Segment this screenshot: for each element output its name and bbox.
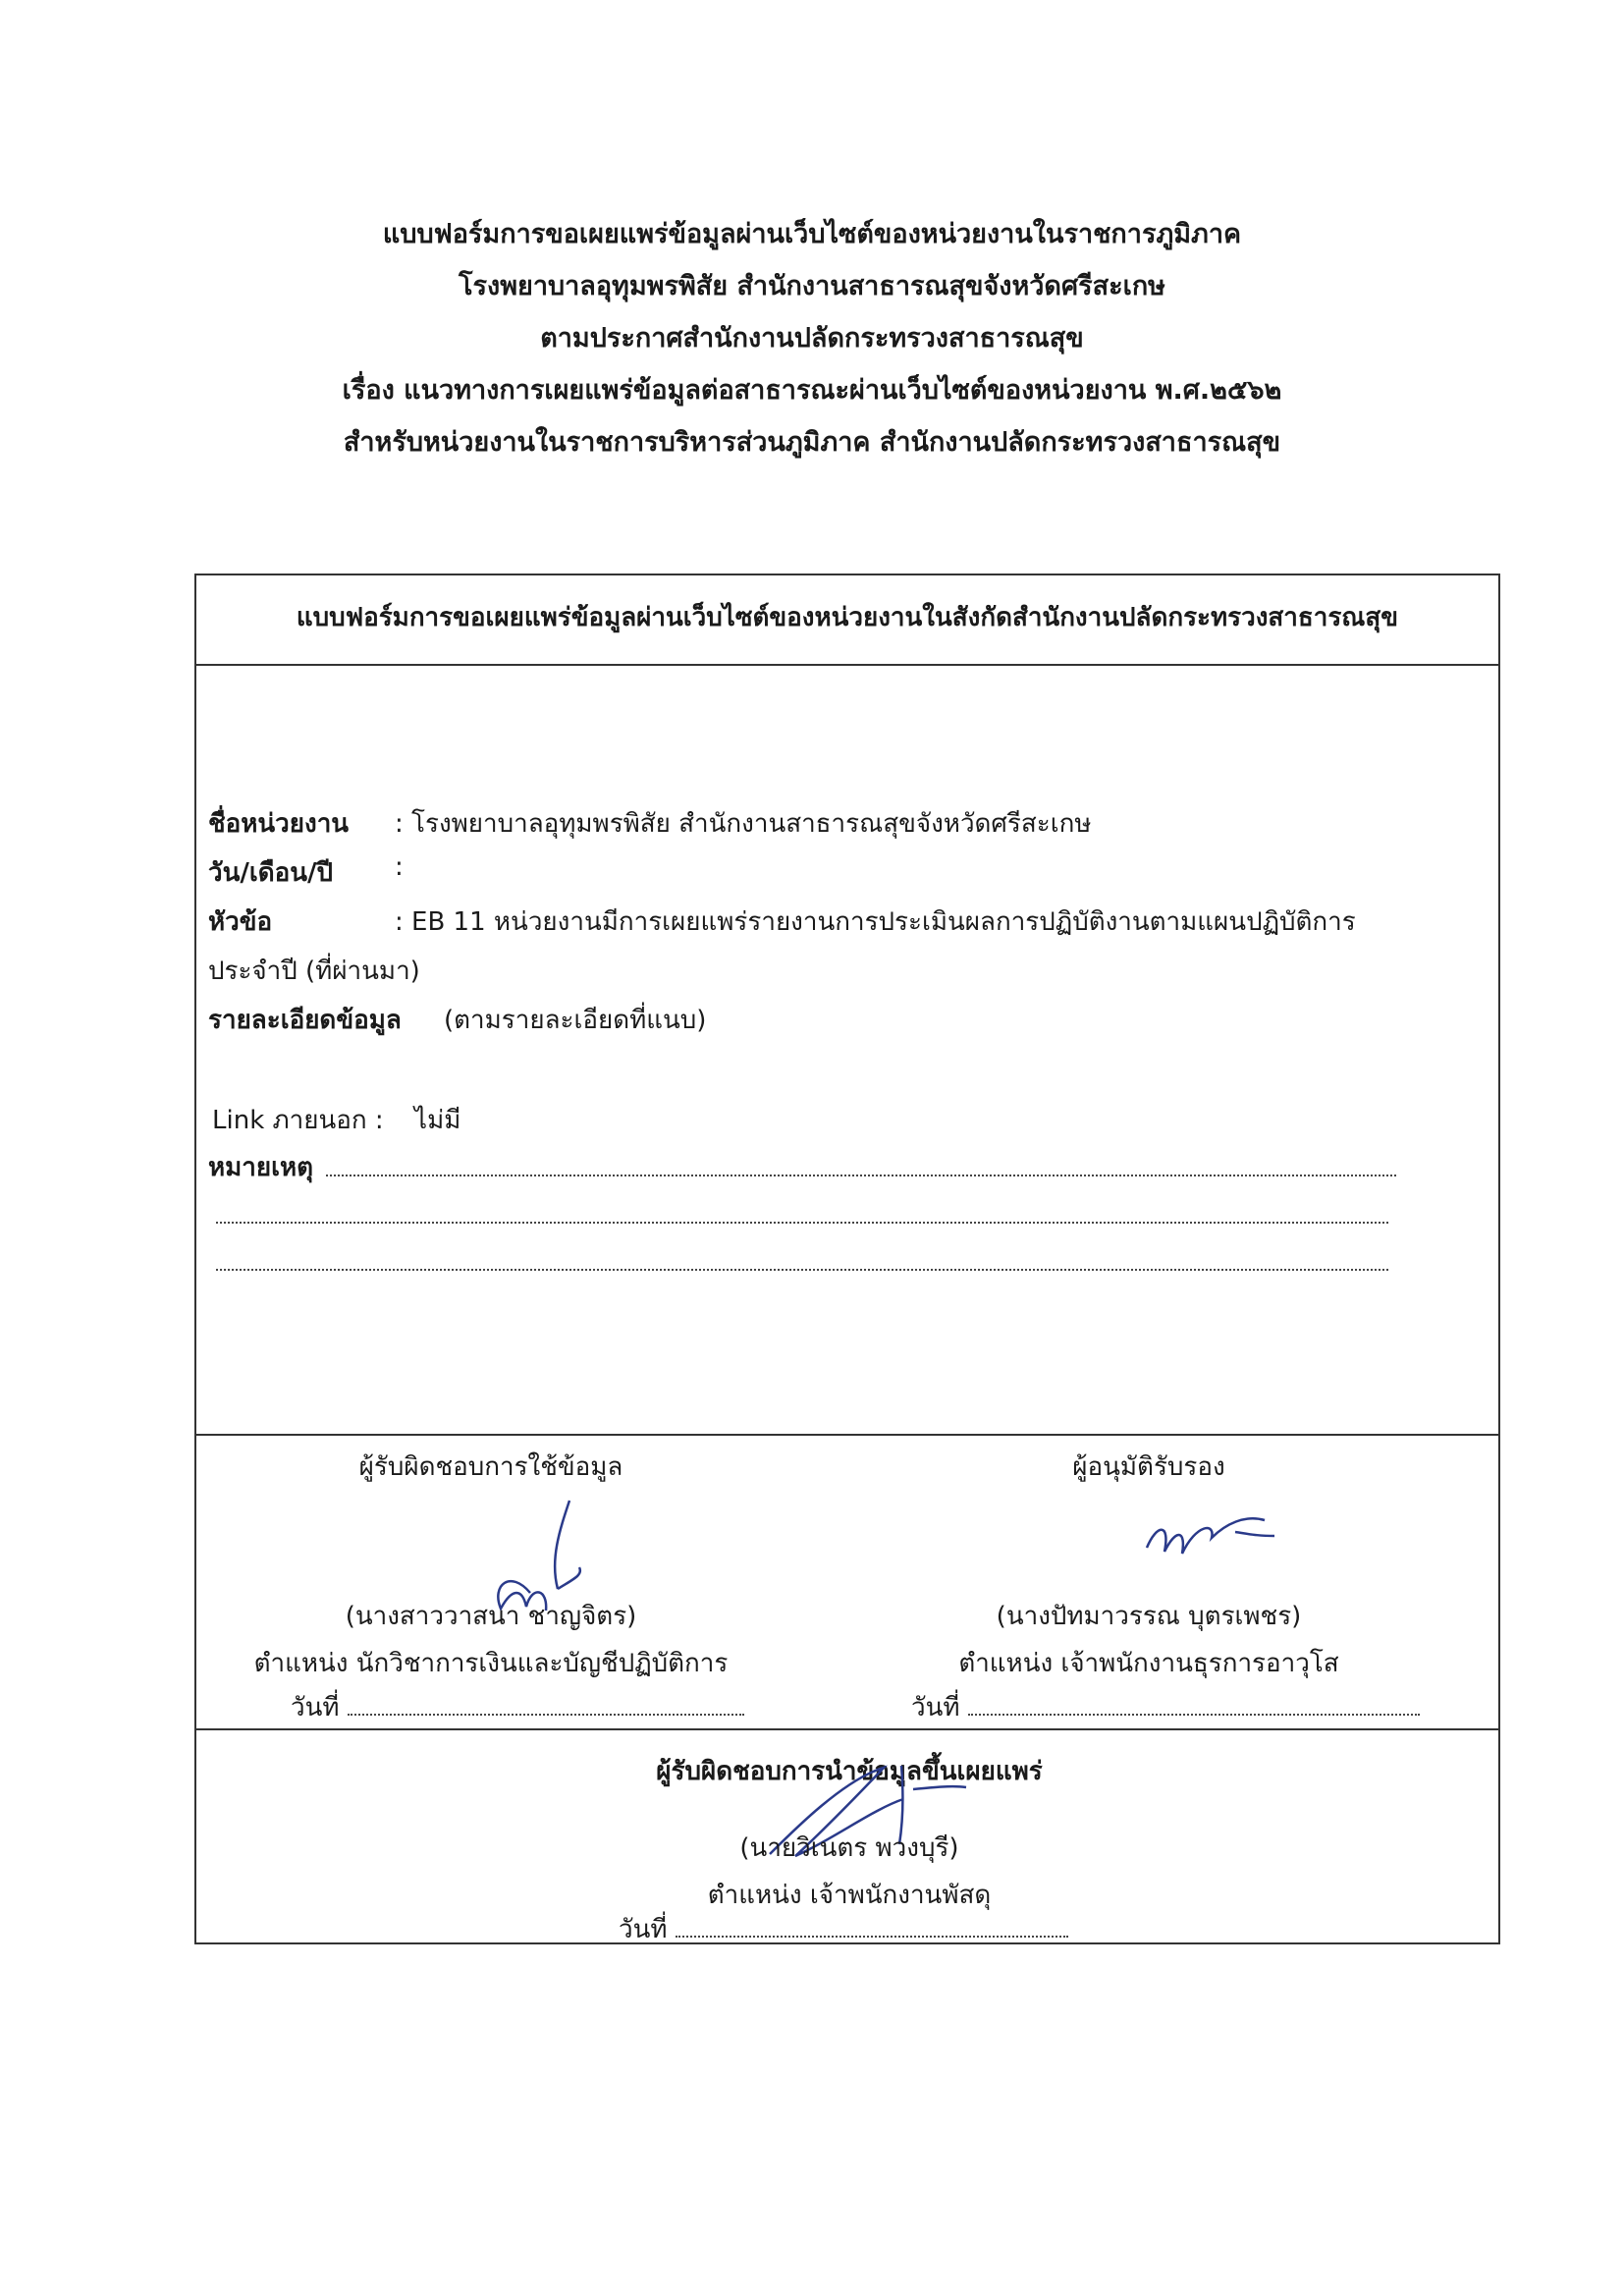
detail-value: (ตามรายละเอียดที่แนบ) bbox=[444, 1006, 707, 1035]
publisher-position: ตำแหน่ง เจ้าพนักงานพัสดุ bbox=[707, 1881, 992, 1910]
publisher-section bbox=[196, 1730, 1498, 1944]
date-label: วัน/เดือน/ปี bbox=[208, 858, 334, 888]
publisher-date-label: วันที่ bbox=[619, 1915, 668, 1944]
agency-row bbox=[208, 803, 1485, 839]
right-signer-position: ตำแหน่ง เจ้าพนักงานธุรการอาวุโส bbox=[958, 1649, 1339, 1678]
publisher-date-dotted-line bbox=[676, 1916, 1068, 1938]
left-date-dotted-line bbox=[348, 1694, 744, 1716]
publisher-details bbox=[196, 1825, 1502, 1919]
note-label: หมายเหตุ bbox=[208, 1153, 314, 1182]
date-value: : bbox=[395, 852, 404, 882]
form-info-section bbox=[196, 666, 1498, 1436]
topic-value: : EB 11 หน่วยงานมีการเผยแพร่รายงานการประเมินผลการปฏิบัติงานตามแผนปฏิบัติการ bbox=[395, 907, 1356, 937]
note-row bbox=[208, 1147, 1485, 1182]
topic-row bbox=[208, 902, 1485, 937]
left-date-label: วันที่ bbox=[291, 1693, 340, 1722]
date-row bbox=[208, 852, 1485, 888]
note-dotted-line-3 bbox=[216, 1267, 1388, 1271]
right-date-row bbox=[911, 1687, 1420, 1727]
header-line-2: โรงพยาบาลอุทุมพรพิสัย สำนักงานสาธารณสุขจังหวัดศรีสะเกษ bbox=[459, 271, 1165, 301]
link-label: Link ภายนอก : bbox=[212, 1106, 384, 1135]
agency-value: : โรงพยาบาลอุทุมพรพิสัย สำนักงานสาธารณสุขจังหวัดศรีสะเกษ bbox=[395, 809, 1092, 839]
left-signer-details bbox=[236, 1593, 746, 1687]
left-signer-role: ผู้รับผิดชอบการใช้ข้อมูล bbox=[358, 1452, 623, 1482]
topic-row-cont bbox=[208, 951, 1485, 986]
publisher-date-row bbox=[619, 1909, 1068, 1949]
publication-form bbox=[194, 574, 1500, 1944]
detail-row bbox=[208, 1000, 1485, 1035]
publisher-role: ผู้รับผิดชอบการนำข้อมูลขึ้นเผยแพร่ bbox=[656, 1757, 1043, 1786]
header-line-5: สำหรับหน่วยงานในราชการบริหารส่วนภูมิภาค สำนักงานปลัดกระทรวงสาธารณสุข bbox=[343, 427, 1281, 458]
topic-label: หัวข้อ bbox=[208, 907, 273, 937]
header-line-3: ตามประกาศสำนักงานปลัดกระทรวงสาธารณสุข bbox=[540, 323, 1084, 354]
form-title-section bbox=[196, 575, 1498, 666]
form-title: แบบฟอร์มการขอเผยแพร่ข้อมูลผ่านเว็บไซต์ของหน่วยงานในสังกัดสำนักงานปลัดกระทรวงสาธารณสุข bbox=[296, 603, 1399, 632]
right-date-dotted-line bbox=[968, 1694, 1420, 1716]
link-value: ไม่มี bbox=[414, 1106, 461, 1135]
note-dotted-line-2 bbox=[216, 1220, 1388, 1224]
left-signer-position: ตำแหน่ง นักวิชาการเงินและบัญชีปฏิบัติการ bbox=[253, 1649, 729, 1678]
topic-value-cont: ประจำปี (ที่ผ่านมา) bbox=[208, 957, 420, 986]
right-signer-block bbox=[893, 1444, 1404, 1491]
signature-section bbox=[196, 1436, 1498, 1730]
document-header bbox=[0, 208, 1624, 468]
left-signer-block bbox=[236, 1444, 746, 1491]
right-signer-details bbox=[893, 1593, 1404, 1687]
note-dotted-line-1 bbox=[326, 1173, 1396, 1176]
detail-label: รายละเอียดข้อมูล bbox=[208, 1006, 402, 1035]
header-line-4: เรื่อง แนวทางการเผยแพร่ข้อมูลต่อสาธารณะผ่านเว็บไซต์ของหน่วยงาน พ.ศ.๒๕๖๒ bbox=[342, 375, 1282, 406]
right-signature-mark bbox=[1127, 1495, 1284, 1573]
publisher-name: (นายวิเนตร พวงบุรี) bbox=[739, 1833, 959, 1863]
right-signer-name: (นางปัทมาวรรณ บุตรเพชร) bbox=[996, 1602, 1302, 1631]
left-date-row bbox=[291, 1687, 744, 1727]
left-signer-name: (นางสาววาสนา ชาญจิตร) bbox=[345, 1602, 637, 1631]
header-line-1: แบบฟอร์มการขอเผยแพร่ข้อมูลผ่านเว็บไซต์ของหน่วยงานในราชการภูมิภาค bbox=[382, 219, 1242, 249]
right-date-label: วันที่ bbox=[911, 1693, 960, 1722]
agency-label: ชื่อหน่วยงาน bbox=[208, 809, 350, 839]
right-signer-role: ผู้อนุมัติรับรอง bbox=[1072, 1452, 1225, 1482]
link-row bbox=[212, 1100, 801, 1135]
